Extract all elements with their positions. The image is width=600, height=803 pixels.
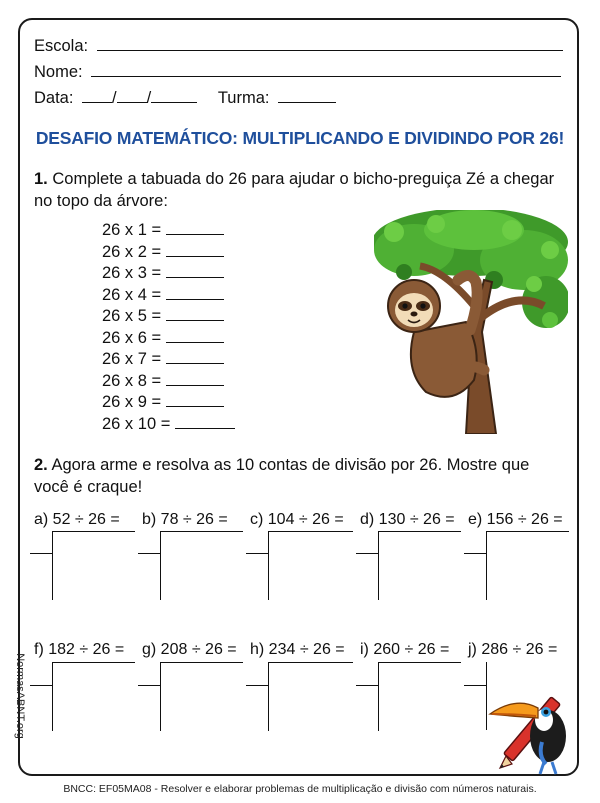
- date-day-line[interactable]: [82, 88, 112, 103]
- row-label: 26 x 5 =: [102, 307, 162, 325]
- division-box-i[interactable]: [378, 662, 461, 731]
- division-e-label: e) 156 ÷ 26 =: [468, 511, 563, 528]
- name-label: Nome:: [34, 63, 83, 81]
- school-line[interactable]: [97, 36, 563, 51]
- division-h-label: h) 234 ÷ 26 =: [250, 641, 345, 658]
- question-number: 1.: [34, 170, 48, 188]
- row-label: 26 x 8 =: [102, 371, 162, 390]
- table-row: [102, 242, 235, 264]
- division-j-label: j) 286 ÷ 26 =: [468, 641, 558, 658]
- answer-blank[interactable]: [175, 416, 235, 429]
- answer-blank[interactable]: [166, 351, 224, 364]
- date-label: Data:: [34, 89, 74, 107]
- division-box-d[interactable]: [378, 531, 461, 600]
- answer-blank[interactable]: [166, 394, 224, 407]
- table-row: [102, 371, 235, 393]
- row-label: 26 x 7 =: [102, 350, 162, 368]
- division-box-c[interactable]: [268, 531, 353, 600]
- row-label: 26 x 10 =: [102, 414, 171, 433]
- row-label: 26 x 4 =: [102, 285, 162, 304]
- watermark: NormasABNT.org: [14, 653, 26, 739]
- table-row: [102, 414, 235, 436]
- division-g-label: g) 208 ÷ 26 =: [142, 641, 237, 658]
- division-tick: [464, 685, 486, 686]
- date-year-line[interactable]: [151, 88, 197, 103]
- sloth-tree-illustration: [374, 210, 568, 434]
- answer-blank[interactable]: [166, 287, 224, 300]
- answer-blank[interactable]: [166, 308, 224, 321]
- answer-blank[interactable]: [166, 373, 224, 386]
- row-label: 26 x 3 =: [102, 264, 162, 282]
- division-box-a[interactable]: [52, 531, 135, 600]
- school-field: [34, 36, 563, 56]
- division-i-label: i) 260 ÷ 26 =: [360, 641, 450, 658]
- division-a-label: a) 52 ÷ 26 =: [34, 511, 120, 528]
- division-f-label: f) 182 ÷ 26 =: [34, 641, 125, 658]
- date-sep: /: [112, 89, 117, 107]
- row-label: 26 x 2 =: [102, 242, 162, 261]
- division-tick: [356, 553, 378, 554]
- division-c-label: c) 104 ÷ 26 =: [250, 511, 344, 528]
- division-tick: [138, 685, 160, 686]
- name-line[interactable]: [91, 62, 561, 77]
- footer-bncc: BNCC: EF05MA08 - Resolver e elaborar problemas de multiplicação e divisão com números naturais.: [63, 783, 537, 795]
- row-label: 26 x 6 =: [102, 328, 162, 347]
- division-box-e[interactable]: [486, 531, 569, 600]
- question-1: [34, 168, 566, 212]
- table-row: [102, 220, 235, 242]
- table-row: [102, 392, 235, 414]
- division-d-label: d) 130 ÷ 26 =: [360, 511, 455, 528]
- question-number: 2.: [34, 456, 48, 474]
- answer-blank[interactable]: [166, 222, 224, 235]
- division-tick: [30, 685, 52, 686]
- division-tick: [356, 685, 378, 686]
- school-label: Escola:: [34, 37, 89, 55]
- date-month-line[interactable]: [117, 88, 147, 103]
- class-line[interactable]: [278, 88, 336, 103]
- date-sep: /: [146, 89, 152, 107]
- multiplication-table: [102, 220, 235, 435]
- table-row: [102, 328, 235, 350]
- class-label: Turma:: [217, 89, 270, 107]
- table-row: [102, 306, 235, 328]
- answer-blank[interactable]: [166, 330, 224, 343]
- question-text: Agora arme e resolva as 10 contas de divisão por 26. Mostre que você é craque!: [34, 456, 530, 496]
- question-text: Complete a tabuada do 26 para ajudar o bicho-preguiça Zé a chegar no topo da árvore:: [34, 170, 555, 210]
- division-tick: [464, 553, 486, 554]
- sloth: [388, 275, 484, 396]
- row-label: 26 x 1 =: [102, 221, 162, 239]
- table-row: [102, 349, 235, 371]
- toucan-pencil-illustration: [486, 686, 582, 776]
- answer-blank[interactable]: [166, 244, 224, 257]
- division-tick: [138, 553, 160, 554]
- question-2: [34, 454, 566, 498]
- name-field: [34, 62, 561, 82]
- division-b-label: b) 78 ÷ 26 =: [142, 511, 228, 528]
- date-class-field: [34, 88, 336, 108]
- division-box-g[interactable]: [160, 662, 243, 731]
- division-tick: [246, 553, 268, 554]
- table-row: [102, 285, 235, 307]
- division-tick: [30, 553, 52, 554]
- division-box-b[interactable]: [160, 531, 243, 600]
- page-title: DESAFIO MATEMÁTICO: MULTIPLICANDO E DIVIDINDO POR 26!: [35, 128, 565, 148]
- row-label: 26 x 9 =: [102, 393, 162, 411]
- division-box-h[interactable]: [268, 662, 353, 731]
- division-box-f[interactable]: [52, 662, 135, 731]
- table-row: [102, 263, 235, 285]
- answer-blank[interactable]: [166, 265, 224, 278]
- division-tick: [246, 685, 268, 686]
